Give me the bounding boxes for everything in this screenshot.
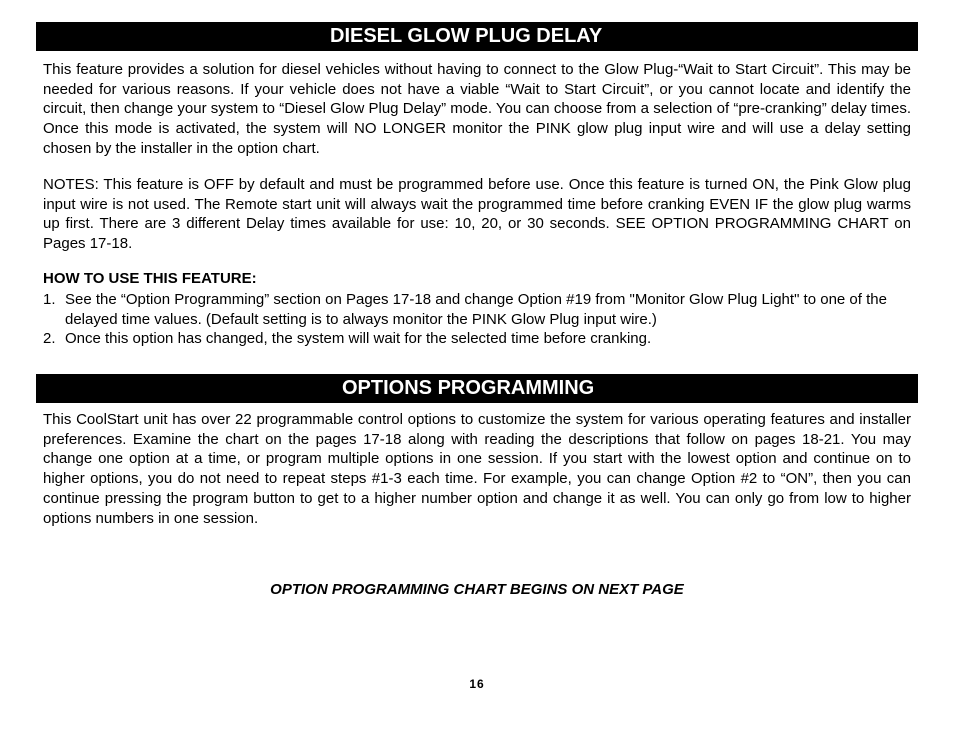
section-header-diesel-glow-plug-delay: DIESEL GLOW PLUG DELAY xyxy=(36,22,918,51)
step-number: 1. xyxy=(43,291,56,308)
step-text: Once this option has changed, the system will wait for the selected time before cranking. xyxy=(65,330,652,348)
next-page-note: OPTION PROGRAMMING CHART BEGINS ON NEXT PAGE xyxy=(270,581,684,598)
notes-paragraph: NOTES: This feature is OFF by default and must be programmed before use. Once this feature is turned ON, the Pink Glow plug input wire is not used. The Remote start unit will always wait the programmed time before cranking EVEN IF the glow plug warms up first. There are 3 different Delay times available for use: 10, 20, or 30 seconds. SEE OPTION PROGRAMMING CHART on Pages 17-18. xyxy=(43,176,911,253)
how-to-steps-list xyxy=(43,290,911,349)
intro-paragraph: This feature provides a solution for diesel vehicles without having to connect to the Glow Plug-“Wait to Start Circuit”. This may be needed for various reasons. If your vehicle does not have a viable “Wait to Start Circuit”, or you cannot locate and identify the circuit, then change your system to “Diesel Glow Plug Delay” mode. You can choose from a selection of “pre-cranking” delay times. Once this mode is activated, the system will NO LONGER monitor the PINK glow plug input wire and will use a delay setting chosen by the installer in the option chart. xyxy=(43,61,911,157)
options-paragraph: This CoolStart unit has over 22 programmable control options to customize the system for various operating features and installer preferences. Examine the chart on the pages 17-18 along with reading the descriptions that follow on pages 18-21. You may change one option at a time, or program multiple options in one session. If you start with the lowest option and continue on to higher options, you do not need to repeat steps #1-3 each time. For example, you can change Option #2 to “ON”, then you can continue pressing the program button to get to a higher number option and change it as well. You can only go from low to higher options numbers in one session. xyxy=(43,411,911,527)
section-header-options-programming: OPTIONS PROGRAMMING xyxy=(36,374,918,403)
step-number: 2. xyxy=(43,330,56,348)
step-item-1 xyxy=(43,290,911,329)
page-number: 16 xyxy=(469,677,485,691)
how-to-use-heading: HOW TO USE THIS FEATURE: xyxy=(43,270,257,287)
step-item-2 xyxy=(43,329,911,349)
step-text: See the “Option Programming” section on Pages 17-18 and change Option #19 from "Monitor Glow Plug Light" to one of the delayed time values. (Default setting is to always monitor the PINK Glow Plug input wire.) xyxy=(65,291,887,328)
